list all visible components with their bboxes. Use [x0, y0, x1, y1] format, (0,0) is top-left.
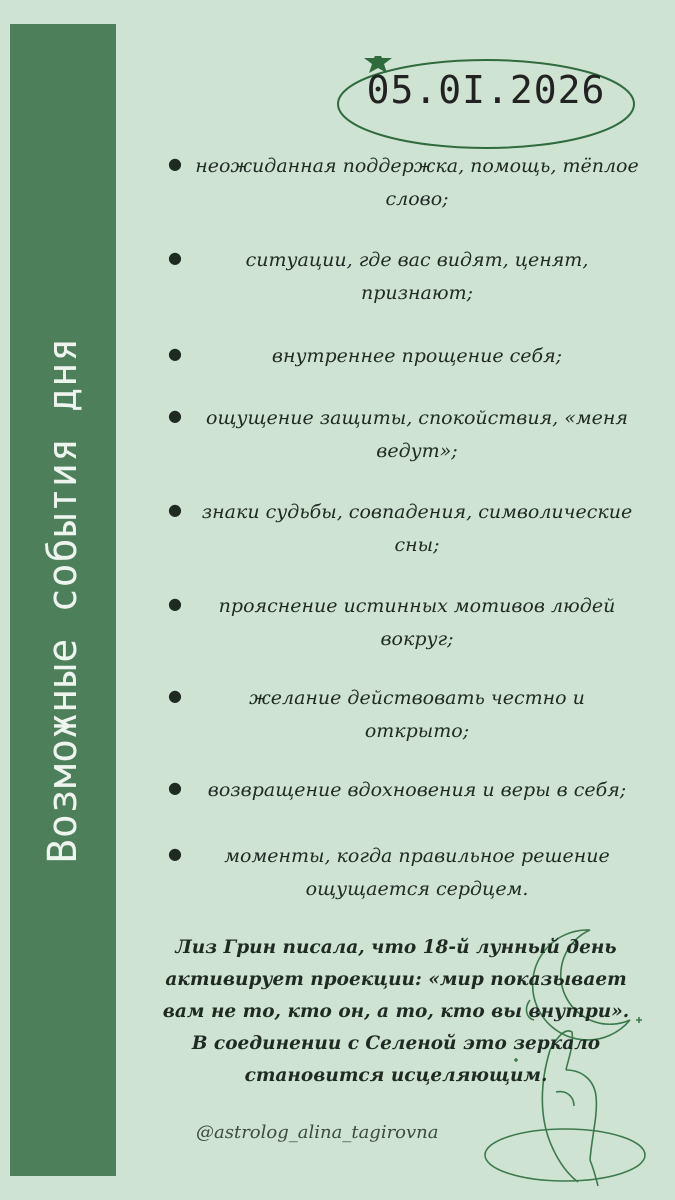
event-text: желание действовать честно и открыто; — [249, 687, 585, 742]
bullet-icon: ● — [168, 154, 182, 173]
bullet-icon: ● — [168, 844, 182, 863]
list-item — [160, 682, 640, 748]
bullet-icon: ● — [168, 248, 182, 267]
list-item — [160, 150, 640, 216]
list-item — [160, 340, 640, 373]
event-text: возвращение вдохновения и веры в себя; — [207, 779, 627, 801]
bullet-icon: ● — [168, 778, 182, 797]
author-handle: @astrolog_alina_tagirovna — [196, 1122, 439, 1143]
event-text: неожиданная поддержка, помощь, тёплое слово; — [195, 155, 639, 210]
bullet-icon: ● — [168, 686, 182, 705]
date-badge — [336, 56, 636, 152]
event-text: ситуации, где вас видят, ценят, признают; — [245, 249, 589, 304]
list-item — [160, 496, 640, 562]
list-item — [160, 244, 640, 310]
list-item — [160, 840, 640, 906]
bullet-icon: ● — [168, 594, 182, 613]
date-text: 05.0I.2026 — [366, 68, 606, 112]
bullet-icon: ● — [168, 344, 182, 363]
event-text: моменты, когда правильное решение ощущается сердцем. — [224, 845, 610, 900]
quote-text: Лиз Грин писала, что 18-й лунный день активирует проекции: «мир показывает вам не то, кто он, а то, кто вы внутри». В соединении с Селеной это зеркало становится исцеляющим. — [162, 937, 630, 1086]
bullet-icon: ● — [168, 500, 182, 519]
event-text: знаки судьбы, совпадения, символические сны; — [201, 501, 633, 556]
list-item — [160, 402, 640, 468]
bullet-icon: ● — [168, 406, 182, 425]
event-text: ощущение защиты, спокойствия, «меня ведут»; — [206, 407, 628, 462]
side-title: Возможные события дня — [40, 336, 86, 864]
event-text: прояснение истинных мотивов людей вокруг; — [218, 595, 616, 650]
list-item — [160, 774, 640, 807]
event-text: внутреннее прощение себя; — [271, 345, 563, 367]
list-item — [160, 590, 640, 656]
